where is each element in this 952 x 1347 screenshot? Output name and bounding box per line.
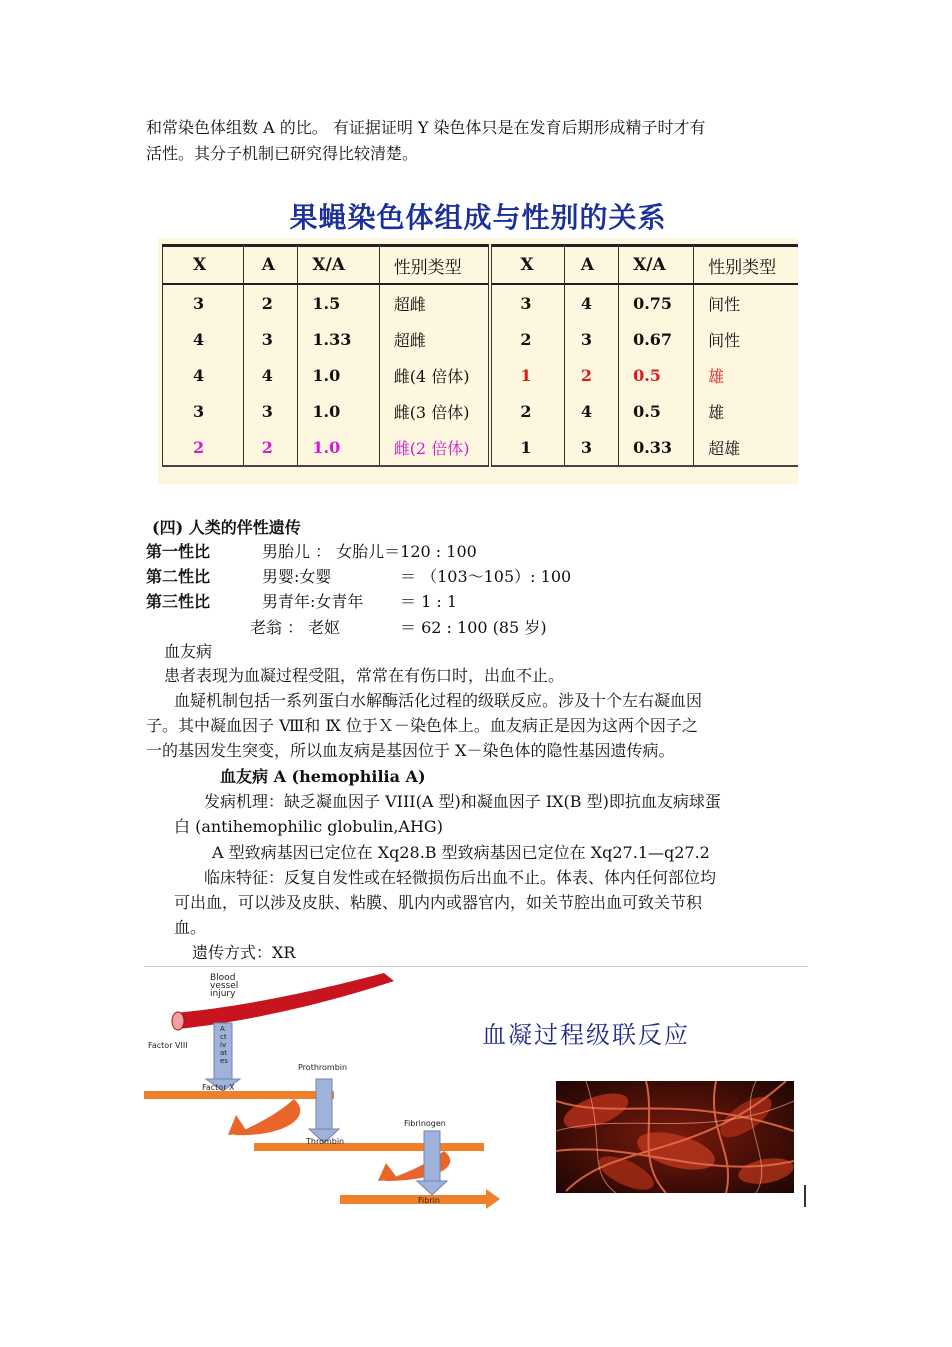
vessel-opening (172, 1012, 184, 1030)
ratio4-value: ＝ 62 : 100 (85 岁) (400, 618, 547, 637)
factor-x-band (144, 1091, 334, 1099)
cell: 3 (243, 393, 298, 429)
header-a: A (243, 246, 298, 285)
header-a-2: A (564, 246, 618, 285)
table-row (163, 357, 799, 393)
ratio2-text: 男婴:女婴 (262, 567, 332, 586)
blood-vessel-shape (174, 973, 394, 1029)
header-xa-2: X/A (619, 246, 694, 285)
cell: 间性 (694, 321, 798, 357)
curved-arrow-2-head (378, 1163, 398, 1181)
inheritance-text: 遗传方式：XR (192, 943, 296, 962)
cell: 3 (243, 321, 298, 357)
pathogenesis-line-2: 白 (antihemophilic globulin,AHG) (174, 817, 443, 836)
sex-ratio-table (162, 244, 798, 467)
cell: 4 (163, 321, 244, 357)
cell: 间性 (694, 284, 798, 321)
cell: 超雄 (694, 429, 798, 466)
thrombin-band (254, 1143, 484, 1151)
ratio1-text: 男胎儿 ： 女胎儿＝120 : 100 (262, 542, 477, 561)
cell: 1.33 (298, 321, 379, 357)
ratio1-label: 第一性比 (146, 542, 211, 561)
header-x: X (163, 246, 244, 285)
label-injury-2: vessel (210, 981, 239, 991)
cell: 3 (564, 321, 618, 357)
mechanism-line-3: 一的基因发生突变，所以血友病是基因位于 X－染色体的隐性基因遗传病。 (146, 741, 675, 760)
label-injury-3: injury (210, 989, 236, 999)
cell-highlight: 雌(2 倍体) (379, 429, 490, 466)
cell: 0.75 (619, 284, 694, 321)
cell: 3 (520, 293, 532, 313)
hemophilia-label: 血友病 (164, 642, 213, 661)
coagulation-cascade-figure (144, 966, 808, 1211)
header-x-2: X (490, 246, 564, 285)
intro-line-1: 和常染色体组数 A 的比。 有证据证明 Y 染色体只是在发育后期形成精子时才有 (146, 118, 706, 137)
symptom-text: 患者表现为血凝过程受阻，常常在有伤口时，出血不止。 (164, 666, 565, 685)
pathogenesis-line-1: 发病机理：缺乏凝血因子 VIII(A 型)和凝血因子 IX(B 型)即抗血友病球蛋 (204, 792, 721, 811)
cell: 0.5 (619, 393, 694, 429)
section-heading: (四) 人类的伴性遗传 (152, 518, 301, 537)
cell: 2 (520, 329, 532, 349)
cell-highlight: 1.0 (298, 429, 379, 466)
ratio4-text: 老翁 ： 老妪 (250, 618, 341, 637)
mechanism-line-1: 血疑机制包括一系列蛋白水解酶活化过程的级联反应。涉及十个左右凝血因 (174, 691, 703, 710)
cell: 4 (564, 393, 618, 429)
gene-location-text: A 型致病基因已定位在 Xq28.B 型致病基因已定位在 Xq27.1—q27.2 (212, 843, 710, 862)
clinical-line-2: 可出血，可以涉及皮肤、粘膜、肌内内或器官内，如关节腔出血可致关节积 (174, 893, 703, 912)
fibrinogen-arrow-head (417, 1181, 447, 1195)
cell: 超雌 (379, 284, 490, 321)
table-row (163, 321, 799, 357)
hemophilia-a-title: 血友病 A (hemophilia A) (220, 767, 426, 786)
cell: 0.67 (619, 321, 694, 357)
cell: 1.5 (298, 284, 379, 321)
cell: 2 (520, 401, 532, 421)
cell: 1.0 (298, 393, 379, 429)
ratio3-label: 第三性比 (146, 592, 211, 611)
label-activates: Activates (220, 1025, 228, 1065)
ratio3-value: ＝ 1 : 1 (400, 592, 458, 611)
cell-highlight: 雄 (694, 357, 798, 393)
clinical-line-3: 血。 (174, 918, 207, 937)
label-fibrinogen: Fibrinogen (404, 1119, 446, 1128)
cell: 1 (490, 429, 564, 466)
clinical-line-1: 临床特征：反复自发性或在轻微损伤后出血不止。体表、体内任何部位均 (204, 868, 717, 887)
header-sex-type: 性别类型 (379, 246, 490, 285)
sex-determination-figure (158, 192, 798, 484)
fibrinogen-arrow-shaft (424, 1131, 440, 1181)
cell-highlight: 2 (564, 357, 618, 393)
table-row (163, 429, 799, 466)
table-row (163, 284, 799, 321)
edge-marker (804, 1185, 806, 1207)
cell: 4 (564, 284, 618, 321)
cell: 雌(4 倍体) (379, 357, 490, 393)
cell: 1.0 (298, 357, 379, 393)
cell: 雄 (694, 393, 798, 429)
cell: 0.33 (619, 429, 694, 466)
table-row (163, 393, 799, 429)
header-xa: X/A (298, 246, 379, 285)
ratio2-value: ＝ （103～105）: 100 (400, 567, 572, 586)
header-sex-type-2: 性别类型 (694, 246, 798, 285)
curved-arrow-1-head (228, 1115, 248, 1135)
label-prothrombin: Prothrombin (298, 1063, 348, 1072)
label-injury-1: Blood (210, 973, 236, 983)
fibrin-band (340, 1195, 486, 1204)
cell: 3 (163, 284, 244, 321)
label-factor-viii: Factor VIII (148, 1041, 188, 1050)
ratio2-label: 第二性比 (146, 567, 211, 586)
cell: 超雌 (379, 321, 490, 357)
cell: 4 (243, 357, 298, 393)
micrograph-art (556, 1081, 794, 1193)
cell: 2 (243, 284, 298, 321)
cell: 3 (564, 429, 618, 466)
label-thrombin: Thrombin (306, 1137, 345, 1146)
cell: 4 (163, 357, 244, 393)
figure-title: 果蝇染色体组成与性别的关系 (289, 201, 667, 234)
table-header-row (163, 246, 799, 285)
prothrombin-arrow-shaft (316, 1079, 332, 1129)
cell: 3 (163, 393, 244, 429)
intro-line-2: 活性。其分子机制已研究得比较清楚。 (146, 144, 419, 163)
label-factor-x: Factor X (202, 1083, 235, 1092)
cell-highlight: 2 (163, 429, 244, 466)
cell-highlight: 0.5 (619, 357, 694, 393)
cell-highlight: 1 (520, 365, 532, 385)
fibrin-micrograph-image (556, 1081, 794, 1193)
ratio3-text: 男青年:女青年 (262, 592, 364, 611)
cell: 雌(3 倍体) (379, 393, 490, 429)
mechanism-line-2: 子。其中凝血因子 Ⅷ和 Ⅸ 位于Ｘ－染色体上。血友病正是因为这两个因子之 (146, 716, 698, 735)
label-fibrin: Fibrin (418, 1196, 440, 1205)
fibrin-arrow-head (486, 1189, 500, 1209)
cascade-title: 血凝过程级联反应 (482, 1021, 690, 1049)
table-background (158, 238, 798, 484)
cell-highlight: 2 (243, 429, 298, 466)
